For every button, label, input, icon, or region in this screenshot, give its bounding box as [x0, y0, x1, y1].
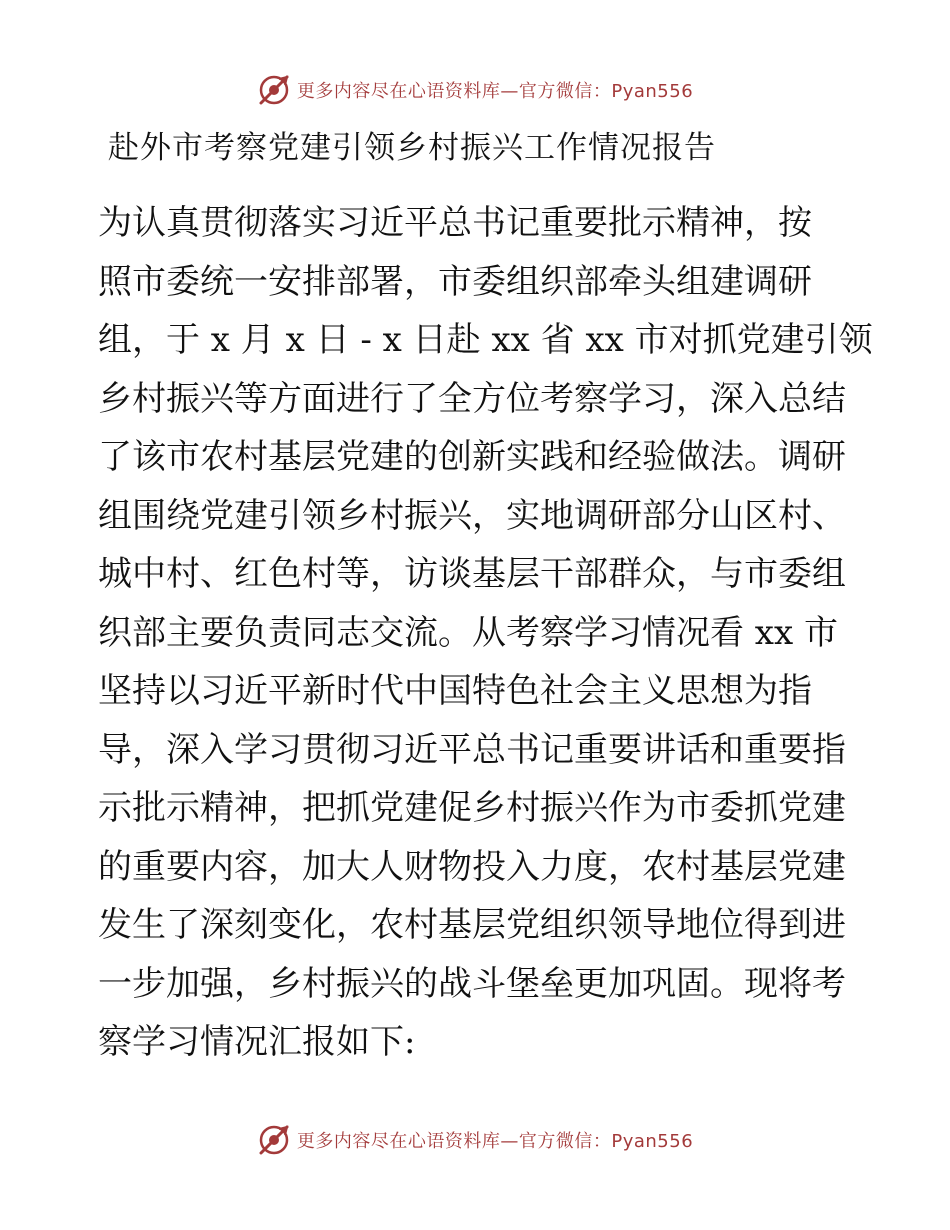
- paragraph-line: 示批示精神，把抓党建促乡村振兴作为市委抓党建: [98, 788, 846, 828]
- paragraph-line: 乡村振兴等方面进行了全方位考察学习，深入总结: [98, 378, 846, 419]
- paragraph-line: 导，深入学习贯彻习近平总书记重要讲话和重要指: [98, 729, 846, 770]
- paragraph-line: 发生了深刻变化，农村基层党组织领导地位得到进: [98, 905, 846, 945]
- paragraph-line: 为认真贯彻落实习近平总书记重要批示精神，按: [98, 203, 812, 243]
- watermark-text: 更多内容尽在心语资料库—官方微信：Pyan556: [296, 81, 694, 102]
- paragraph-line: 一步加强，乡村振兴的战斗堡垒更加巩固。现将考: [98, 963, 846, 1004]
- watermark-banner-bottom: [0, 1120, 950, 1160]
- paragraph-line: 城中村、红色村等，访谈基层干部群众，与市委组: [98, 554, 846, 594]
- paragraph-line: 组，于 x 月 x 日 - x 日赴 xx 省 xx 市对抓党建引领: [98, 320, 873, 360]
- paragraph-line: 织部主要负责同志交流。从考察学习情况看 xx 市: [98, 612, 838, 653]
- paragraph-line: 组围绕党建引领乡村振兴，实地调研部分山区村、: [98, 495, 846, 536]
- paragraph-line: 的重要内容，加大人财物投入力度，农村基层党建: [98, 846, 846, 887]
- paragraph-line: 照市委统一安排部署，市委组织部牵头组建调研: [98, 261, 812, 302]
- watermark-text: 更多内容尽在心语资料库—官方微信：Pyan556: [296, 1131, 694, 1152]
- quill-logo-icon: [257, 73, 291, 107]
- document-title: 赴外市考察党建引领乡村振兴工作情况报告: [108, 130, 716, 166]
- paragraph-line: 了该市农村基层党建的创新实践和经验做法。调研: [98, 437, 846, 477]
- paragraph-line: 察学习情况汇报如下:: [98, 1022, 416, 1062]
- watermark-banner-top: [0, 70, 950, 110]
- paragraph-line: 坚持以习近平新时代中国特色社会主义思想为指: [98, 671, 812, 711]
- quill-logo-icon: [257, 1123, 291, 1157]
- body-paragraph: [98, 194, 873, 1072]
